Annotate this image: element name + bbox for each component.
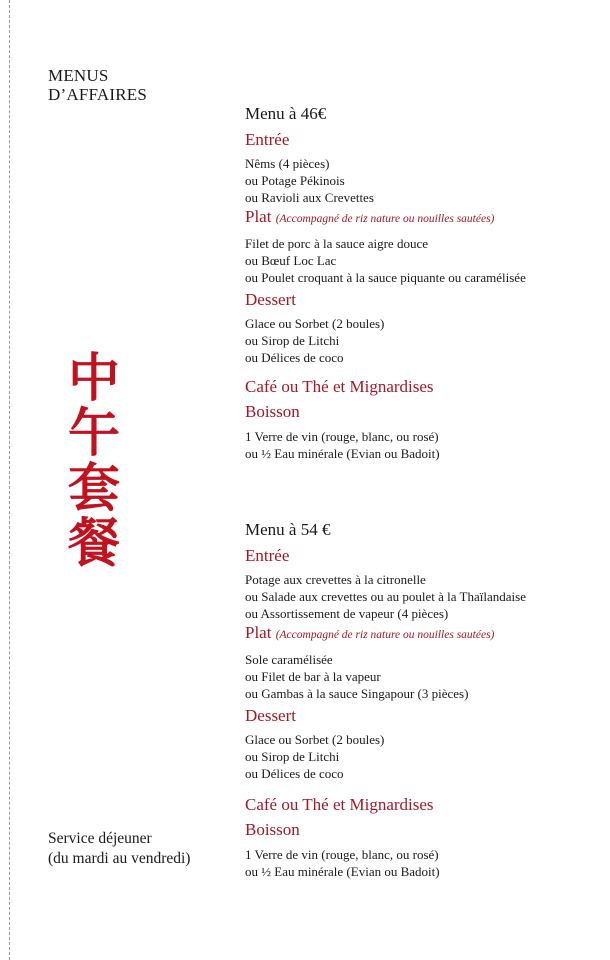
list-item: ou Sirop de Litchi — [245, 333, 340, 348]
dessert-items — [245, 315, 605, 366]
list-item: ou Filet de bar à la vapeur — [245, 669, 381, 684]
section-boisson: Boisson — [245, 820, 300, 839]
list-item: ou Potage Pékinois — [245, 173, 345, 188]
section-cafe: Café ou Thé et Mignardises — [245, 377, 434, 396]
entree-items — [245, 571, 605, 622]
list-item: 1 Verre de vin (rouge, blanc, ou rosé) — [245, 429, 439, 444]
menu-46 — [245, 103, 605, 462]
list-item: Nêms (4 pièces) — [245, 156, 330, 171]
list-item: Filet de porc à la sauce aigre douce — [245, 236, 428, 251]
list-item: ou Délices de coco — [245, 350, 344, 365]
chinese-char: 餐 — [67, 514, 120, 574]
chinese-char: 午 — [67, 404, 120, 464]
plat-items — [245, 651, 605, 702]
menu-title: Menu à 46€ — [245, 104, 327, 123]
service-note — [48, 829, 190, 869]
section-plat — [245, 206, 605, 230]
section-dessert: Dessert — [245, 290, 296, 309]
list-item: Glace ou Sorbet (2 boules) — [245, 316, 385, 331]
list-item: ou Poulet croquant à la sauce piquante ou caramélisée — [245, 270, 526, 285]
section-boisson: Boisson — [245, 402, 300, 421]
chinese-char: 中 — [67, 349, 120, 409]
plat-note: (Accompagné de riz nature ou nouilles sautées) — [275, 213, 495, 225]
section-dessert: Dessert — [245, 706, 296, 725]
chinese-char: 套 — [67, 459, 120, 519]
list-item: Glace ou Sorbet (2 boules) — [245, 732, 385, 747]
boisson-items — [245, 846, 605, 880]
perforation-line — [9, 0, 10, 960]
menu-title: Menu à 54 € — [245, 520, 331, 539]
list-item: ou Gambas à la sauce Singapour (3 pièces) — [245, 686, 469, 701]
section-cafe: Café ou Thé et Mignardises — [245, 795, 434, 814]
heading-line-2: D’AFFAIRES — [48, 85, 147, 104]
plat-note: (Accompagné de riz nature ou nouilles sautées) — [275, 629, 495, 641]
list-item: ou Assortissement de vapeur (4 pièces) — [245, 606, 449, 621]
list-item: ou Bœuf Loc Lac — [245, 253, 337, 268]
plat-items — [245, 235, 605, 286]
list-item: Sole caramélisée — [245, 652, 333, 667]
chinese-title — [62, 349, 126, 574]
section-entree: Entrée — [245, 546, 290, 565]
service-line-2: (du mardi au vendredi) — [48, 850, 191, 867]
heading-line-1: MENUS — [48, 66, 109, 85]
plat-label: Plat — [245, 623, 272, 642]
section-entree: Entrée — [245, 130, 290, 149]
list-item: ou Délices de coco — [245, 766, 344, 781]
boisson-items — [245, 428, 605, 462]
service-line-1: Service déjeuner — [48, 830, 152, 847]
list-item: ou Salade aux crevettes ou au poulet à la Thaïlandaise — [245, 589, 526, 604]
list-item: ou ½ Eau minérale (Evian ou Badoit) — [245, 446, 440, 461]
dessert-items — [245, 731, 605, 782]
list-item: ou ½ Eau minérale (Evian ou Badoit) — [245, 864, 440, 879]
menu-54 — [245, 519, 605, 880]
section-plat — [245, 622, 605, 646]
plat-label: Plat — [245, 207, 272, 226]
entree-items — [245, 155, 605, 206]
list-item: Potage aux crevettes à la citronelle — [245, 572, 426, 587]
list-item: ou Sirop de Litchi — [245, 749, 340, 764]
list-item: 1 Verre de vin (rouge, blanc, ou rosé) — [245, 847, 439, 862]
list-item: ou Ravioli aux Crevettes — [245, 190, 374, 205]
page-heading — [48, 66, 147, 104]
